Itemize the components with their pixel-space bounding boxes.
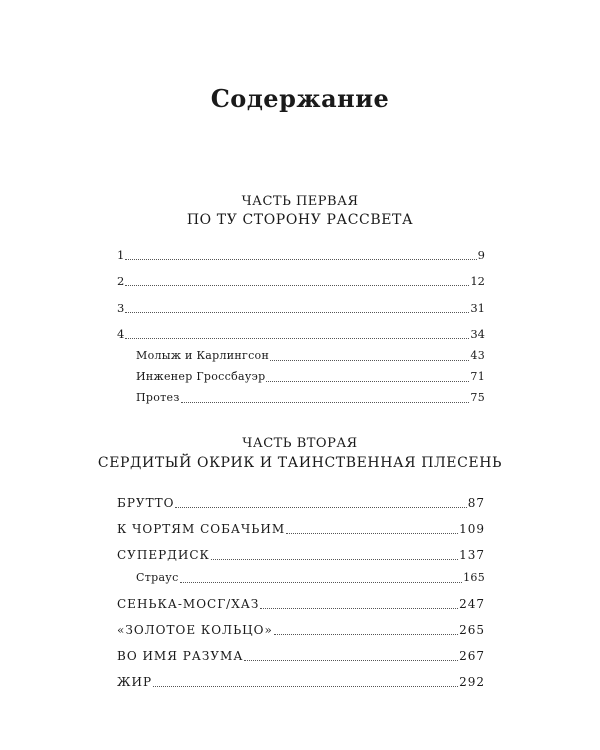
toc-entry[interactable]: [117, 326, 485, 342]
leader-dots: [270, 359, 469, 361]
toc-entry[interactable]: [117, 495, 485, 511]
toc-entry-page: 75: [470, 391, 485, 404]
toc-entry-page: 12: [470, 274, 485, 288]
leader-dots: [244, 659, 458, 661]
part2-subtitle: СЕРДИТЫЙ ОКРИК И ТАИНСТВЕННАЯ ПЛЕСЕНЬ: [97, 455, 503, 471]
toc-entry-label: Молыж и Карлингсон: [136, 349, 270, 362]
toc-entry-label: ЖИР: [117, 675, 153, 689]
toc-entry[interactable]: [117, 674, 485, 690]
toc-entry[interactable]: [117, 247, 485, 263]
leader-dots: [211, 558, 458, 560]
toc-entry-label: Протез: [136, 391, 180, 404]
toc-entry-label: 4: [117, 327, 125, 341]
toc-entry-label: К ЧОРТЯМ СОБАЧЬИМ: [117, 522, 286, 536]
toc-entry-page: 9: [477, 248, 485, 262]
toc-entry-label: Страус: [136, 571, 179, 584]
leader-dots: [180, 581, 463, 583]
part1-heading: ЧАСТЬ ПЕРВАЯ: [241, 194, 359, 209]
leader-dots: [260, 607, 458, 609]
leader-dots: [153, 685, 458, 687]
toc-entry-label: СЕНЬКА-МОСГ/ХАЗ: [117, 597, 260, 611]
toc-entry-label: СУПЕРДИСК: [117, 548, 210, 562]
toc-entry-page: 265: [459, 623, 485, 637]
leader-dots: [181, 401, 470, 403]
toc-entry-label: 2: [117, 274, 125, 288]
toc-entry-page: 137: [459, 548, 485, 562]
leader-dots: [125, 311, 469, 313]
toc-entry[interactable]: [117, 521, 485, 537]
toc-entry-page: 267: [459, 649, 485, 663]
toc-entry-page: 43: [470, 349, 485, 362]
toc-subentry[interactable]: [136, 390, 485, 406]
toc-entry[interactable]: [117, 300, 485, 316]
toc-entry-page: 71: [470, 370, 485, 383]
leader-dots: [175, 506, 466, 508]
leader-dots: [286, 532, 458, 534]
toc-entry-label: 1: [117, 248, 125, 262]
toc-entry-page: 165: [463, 571, 485, 584]
toc-subentry[interactable]: [136, 369, 485, 385]
toc-entry-page: 292: [459, 675, 485, 689]
toc-entry-label: БРУТТО: [117, 496, 175, 510]
toc-entry[interactable]: [117, 622, 485, 638]
toc-entry-label: ВО ИМЯ РАЗУМА: [117, 649, 244, 663]
part1-subtitle: ПО ТУ СТОРОНУ РАССВЕТА: [186, 212, 414, 228]
toc-entry[interactable]: [117, 273, 485, 289]
toc-entry[interactable]: [117, 596, 485, 612]
leader-dots: [125, 258, 476, 260]
leader-dots: [266, 380, 469, 382]
toc-entry-label: Инженер Гроссбауэр: [136, 370, 266, 383]
leader-dots: [274, 633, 458, 635]
toc-entry[interactable]: [117, 648, 485, 664]
toc-entry-page: 34: [470, 327, 485, 341]
toc-entry-label: «ЗОЛОТОЕ КОЛЬЦО»: [117, 623, 273, 637]
part2-heading: ЧАСТЬ ВТОРАЯ: [242, 436, 358, 451]
toc-entry-page: 31: [470, 301, 485, 315]
toc-entry-page: 109: [459, 522, 485, 536]
toc-subentry[interactable]: [136, 570, 485, 586]
toc-entry[interactable]: [117, 547, 485, 563]
toc-entry-page: 247: [459, 597, 485, 611]
toc-subentry[interactable]: [136, 348, 485, 364]
page-title: Содержание: [210, 84, 390, 113]
toc-entry-label: 3: [117, 301, 125, 315]
leader-dots: [125, 337, 469, 339]
toc-entry-page: 87: [467, 496, 485, 510]
leader-dots: [125, 284, 469, 286]
